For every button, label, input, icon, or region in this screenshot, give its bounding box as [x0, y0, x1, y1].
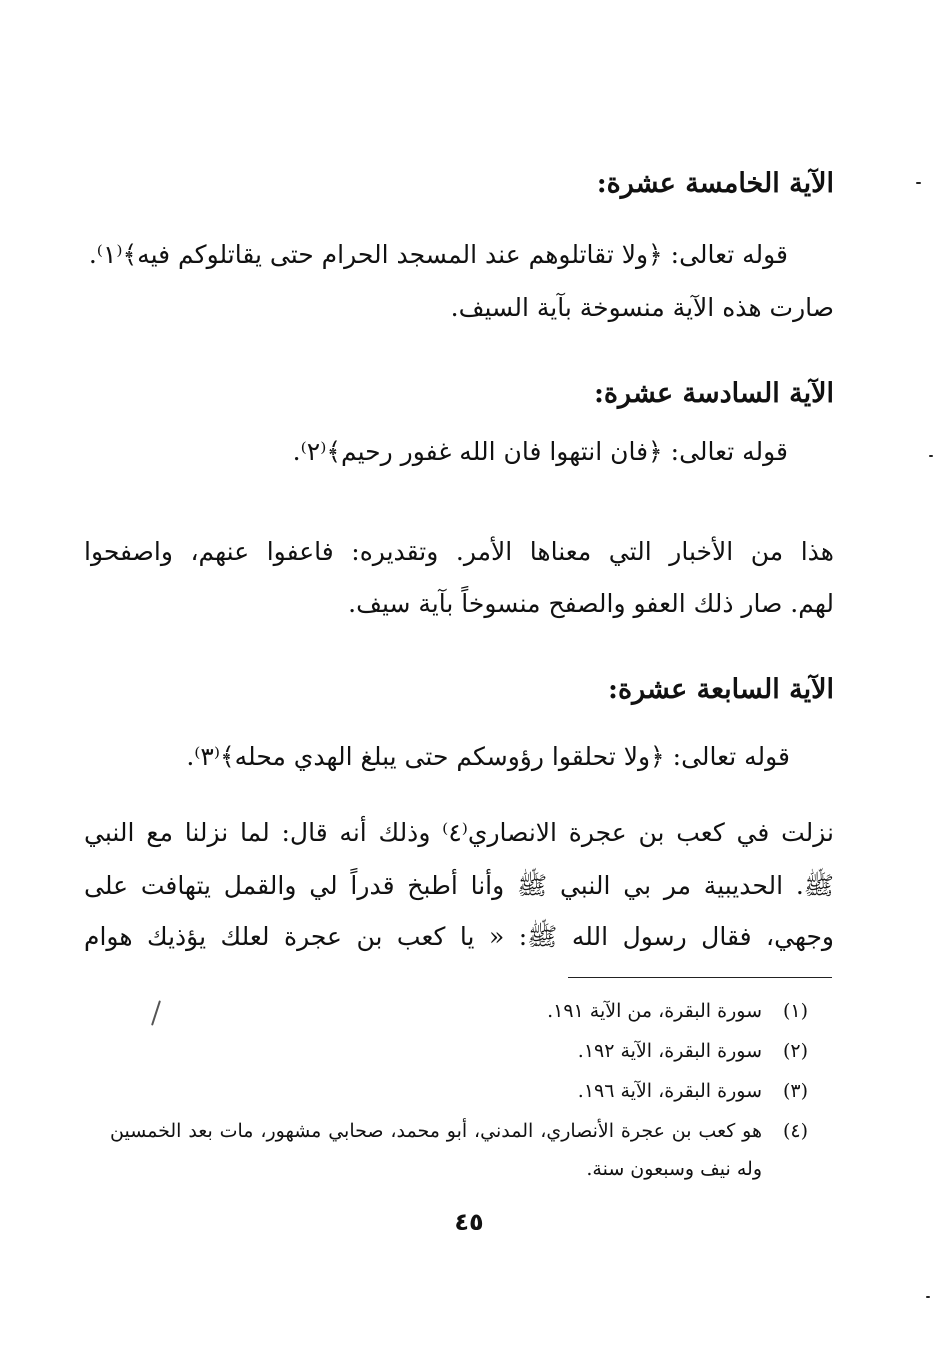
footnote-2-text: سورة البقرة، الآية ١٩٢. [577, 1040, 762, 1062]
footnote-3-text: سورة البقرة، الآية ١٩٦. [577, 1080, 762, 1102]
verse-15-ruling: صارت هذه الآية منسوخة بآية السيف. [450, 293, 834, 322]
footnote-3-number: (٣) [782, 1080, 808, 1102]
page-number: ٤٥ [454, 1208, 484, 1236]
footnote-1-text: سورة البقرة، من الآية ١٩١. [547, 1000, 762, 1022]
scan-speck [916, 182, 921, 184]
verse-15-quote: قوله تعالى: ﴿ولا تقاتلوهم عند المسجد الحرام حتى يقاتلوكم فيه﴾⁽١⁾. [88, 240, 788, 269]
footnote-4-text-line2: وله نيف وسبعون سنة. [586, 1158, 762, 1180]
scan-speck [926, 1296, 930, 1298]
verse-17-context-line3: وجهي، فقال رسول الله ﷺ: « يا كعب بن عجرة لعلك يؤذيك هوام [84, 922, 834, 951]
verse-17-context-line1: نزلت في كعب بن عجرة الانصاري⁽٤⁾ وذلك أنه قال: لما نزلنا مع النبي [84, 818, 835, 847]
heading-verse-17: الآية السابعة عشرة: [608, 674, 834, 705]
footnote-4-number: (٤) [782, 1120, 808, 1142]
footnote-1-number: (١) [782, 1000, 808, 1022]
verse-16-quote: قوله تعالى: ﴿فان انتهوا فان الله غفور رحيم﴾⁽٢⁾. [292, 437, 788, 466]
verse-17-quote: قوله تعالى: ﴿ولا تحلقوا رؤوسكم حتى يبلغ الهدي محله﴾⁽٣⁾. [186, 742, 790, 771]
verse-17-context-line2: ﷺ. الحديبية مر بي النبي ﷺ وأنا أطبخ قدراً لي والقمل يتهافت على [84, 871, 834, 900]
scan-stroke [151, 1000, 161, 1025]
heading-verse-16: الآية السادسة عشرة: [593, 378, 834, 409]
verse-16-explanation-line1: هذا من الأخبار التي معناها الأمر. وتقديره: فاعفوا عنهم، واصفحوا [84, 537, 834, 566]
verse-16-explanation-line2: لهم. صار ذلك العفو والصفح منسوخاً بآية سيف. [348, 589, 834, 618]
footnote-separator [568, 977, 832, 978]
footnote-2-number: (٢) [782, 1040, 808, 1062]
footnote-4-text-line1: هو كعب بن عجرة الأنصاري، المدني، أبو محمد، صحابي مشهور، مات بعد الخمسين [110, 1120, 762, 1142]
heading-verse-15: الآية الخامسة عشرة: [596, 168, 834, 199]
scan-speck [929, 455, 933, 457]
